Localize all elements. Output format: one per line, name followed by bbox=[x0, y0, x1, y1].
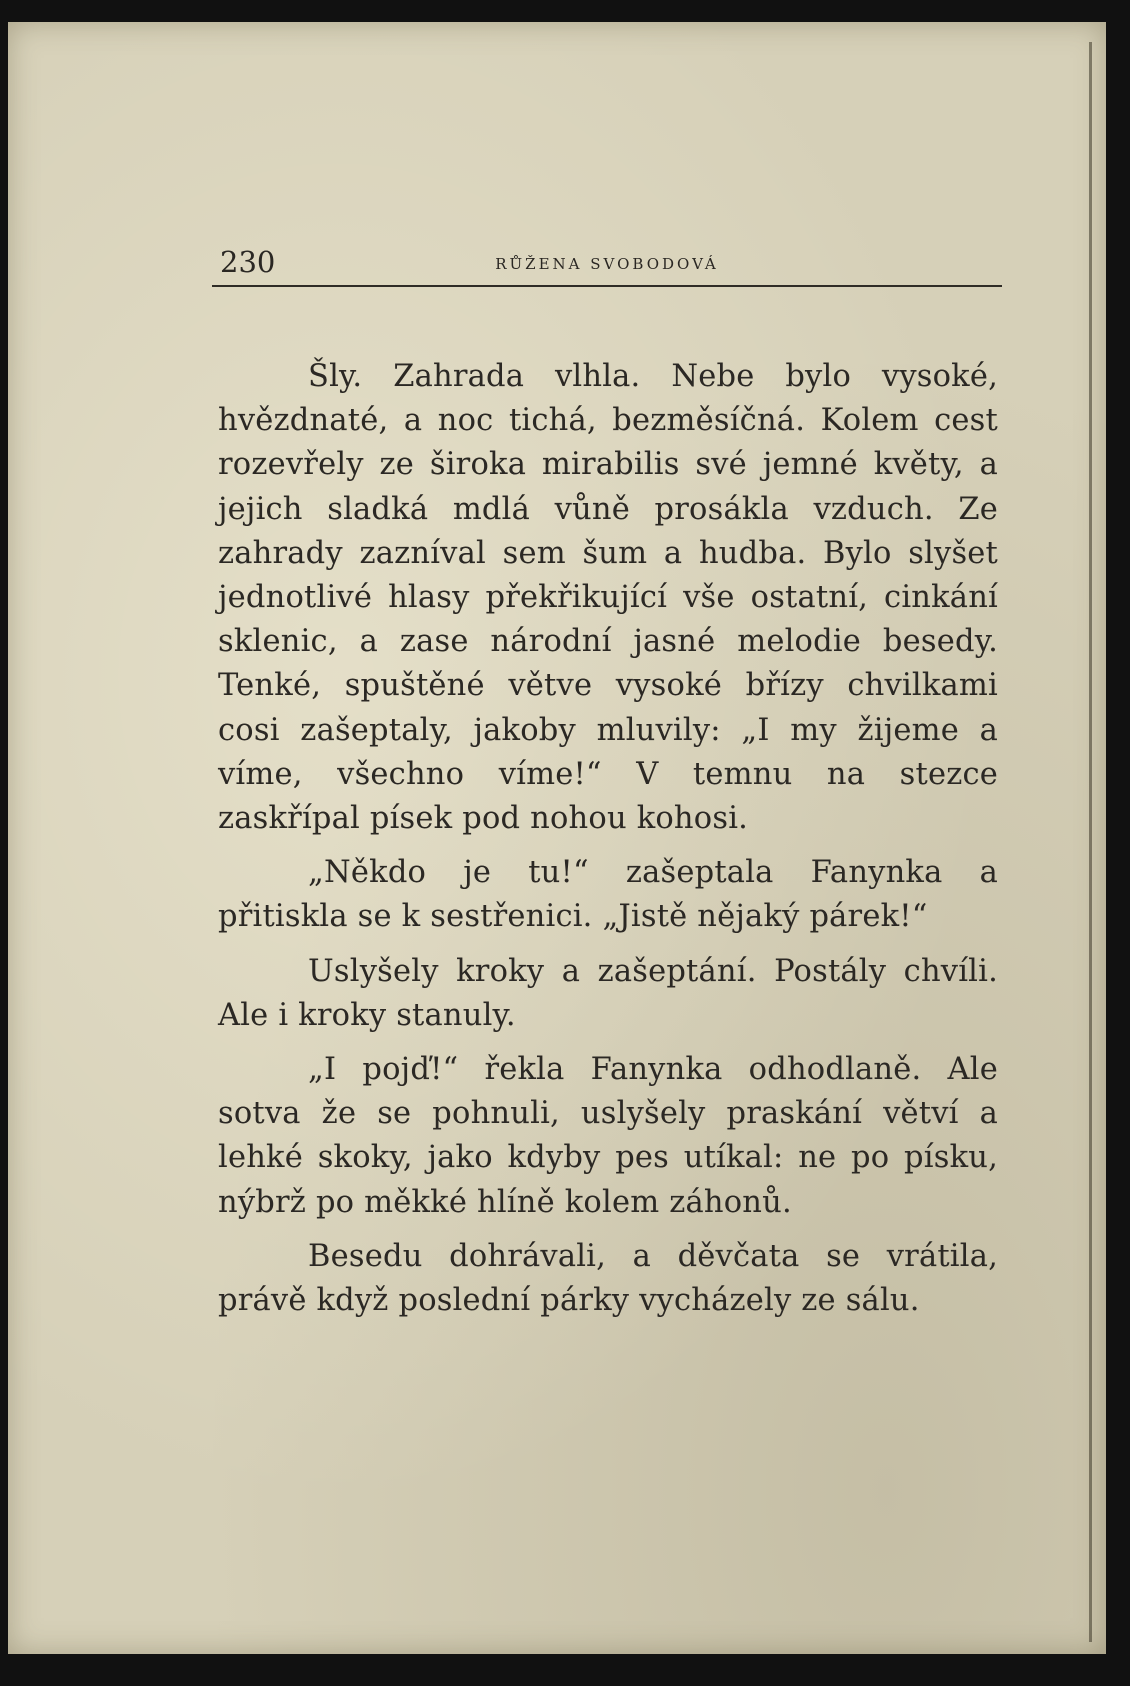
paragraph: Besedu dohrávali, a děvčata se vrátila, právě když poslední párky vycházely ze sálu. bbox=[218, 1238, 998, 1319]
page-header bbox=[212, 245, 1002, 287]
page-number: 230 bbox=[220, 245, 276, 279]
running-head: RŮŽENA SVOBODOVÁ bbox=[495, 255, 719, 273]
paragraph: „I pojď!“ řekla Fanynka odhodlaně. Ale sotva že se pohnuli, uslyšely praskání větví a lehké skoky, jako kdyby pes utíkal: ne po písku, nýbrž po měkké hlíně kolem záhonů. bbox=[218, 1052, 998, 1220]
paragraph: Uslyšely kroky a zašeptání. Postály chvíli. Ale i kroky stanuly. bbox=[218, 953, 998, 1033]
paragraph: Šly. Zahrada vlhla. Nebe bylo vysoké, hvězdnaté, a noc tichá, bezměsíčná. Kolem cest rozevřely ze široka mirabilis své jemné květy, a jejich sladká mdlá vůně prosákla vzduch. Ze zahrady zazníval sem šum a hudba. Bylo slyšet jednotlivé hlasy překřikující vše ostatní, cinkání sklenic, a zase národní jasné melodie besedy. Tenké, spuštěné větve vysoké břízy chvilkami cosi zašeptaly, jakoby mluvily: „I my žijeme a víme, všechno víme!“ V temnu na stezce zaskřípal písek pod nohou kohosi. bbox=[218, 359, 998, 837]
body-text bbox=[218, 355, 998, 1333]
paragraph: „Někdo je tu!“ zašeptala Fanynka a přitiskla se k sestřenici. „Jistě nějaký párek!“ bbox=[218, 855, 998, 935]
